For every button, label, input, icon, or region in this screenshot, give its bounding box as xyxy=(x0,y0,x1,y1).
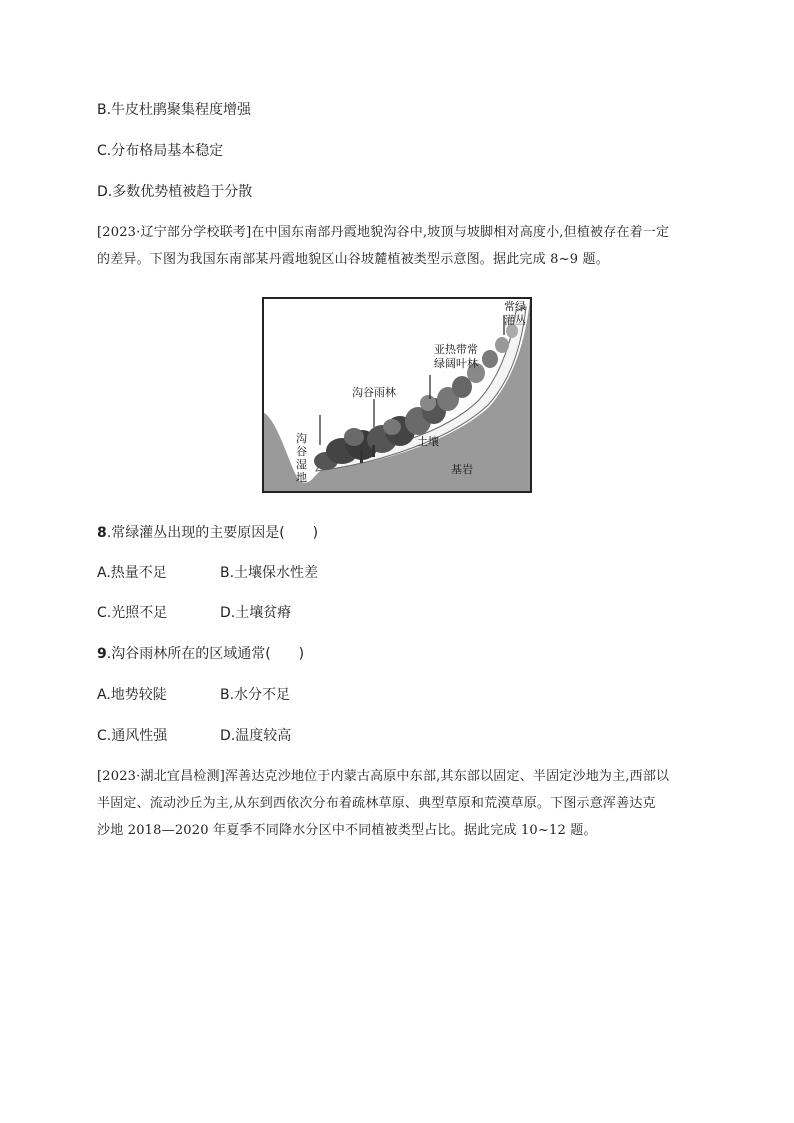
passage2-line2: 半固定、流动沙丘为主,从东到西依次分布着疏林草原、典型草原和荒漠草原。下图示意浑善达克 xyxy=(97,796,656,811)
q8-option-a: A.热量不足 xyxy=(97,565,167,581)
q8-option-d: D.土壤贫瘠 xyxy=(220,605,292,621)
vegetation-figure xyxy=(262,297,532,493)
label-evergreen-1: 亚热带常 xyxy=(434,343,478,356)
q8-option-c: C.光照不足 xyxy=(97,605,168,621)
passage2-line1: [2023·湖北宜昌检测]浑善达克沙地位于内蒙古高原中东部,其东部以固定、半固定沙地为主,西部以 xyxy=(97,769,670,784)
label-shrub-2: 灌丛 xyxy=(504,314,526,327)
option-d-prev: D.多数优势植被趋于分散 xyxy=(97,184,253,200)
label-rainforest: 沟谷雨林 xyxy=(352,386,396,399)
question-8-stem xyxy=(97,524,318,542)
label-soil: 土壤 xyxy=(417,435,439,448)
passage1-line2: 的差异。下图为我国东南部某丹霞地貌区山谷坡麓植被类型示意图。据此完成 8~9 题。 xyxy=(97,252,609,267)
question-8-number: 8 xyxy=(97,525,107,541)
passage2-line3: 沙地 2018—2020 年夏季不同降水分区中不同植被类型占比。据此完成 10~12 题。 xyxy=(97,823,597,838)
option-c-prev: C.分布格局基本稳定 xyxy=(97,143,224,159)
label-evergreen-2: 绿阔叶林 xyxy=(434,357,478,370)
question-9-options-row1 xyxy=(97,686,291,704)
question-9-text: .沟谷雨林所在的区域通常( ) xyxy=(106,646,305,662)
label-wetland-2: 谷 xyxy=(296,445,307,458)
q9-option-c: C.通风性强 xyxy=(97,728,168,744)
label-wetland-3: 湿 xyxy=(296,458,307,471)
valley-diagram xyxy=(264,299,530,491)
option-b-prev: B.牛皮杜鹃聚集程度增强 xyxy=(97,102,252,118)
q9-option-b: B.水分不足 xyxy=(220,687,291,703)
q9-option-d: D.温度较高 xyxy=(220,728,292,744)
question-9-stem xyxy=(97,645,304,663)
q9-option-a: A.地势较陡 xyxy=(97,687,167,703)
label-wetland-1: 沟 xyxy=(296,432,307,445)
label-shrub-1: 常绿 xyxy=(504,300,526,313)
label-bedrock: 基岩 xyxy=(451,463,473,476)
label-wetland-4: 地 xyxy=(296,471,307,484)
question-8-options-row2 xyxy=(97,604,292,622)
q8-option-b: B.土壤保水性差 xyxy=(220,565,319,581)
question-8-text: .常绿灌丛出现的主要原因是( ) xyxy=(106,525,319,541)
passage1-line1: [2023·辽宁部分学校联考]在中国东南部丹霞地貌沟谷中,坡顶与坡脚相对高度小,但植被存在着一定 xyxy=(97,225,670,240)
question-8-options-row1 xyxy=(97,564,319,582)
question-9-number: 9 xyxy=(97,646,107,662)
question-9-options-row2 xyxy=(97,727,292,745)
